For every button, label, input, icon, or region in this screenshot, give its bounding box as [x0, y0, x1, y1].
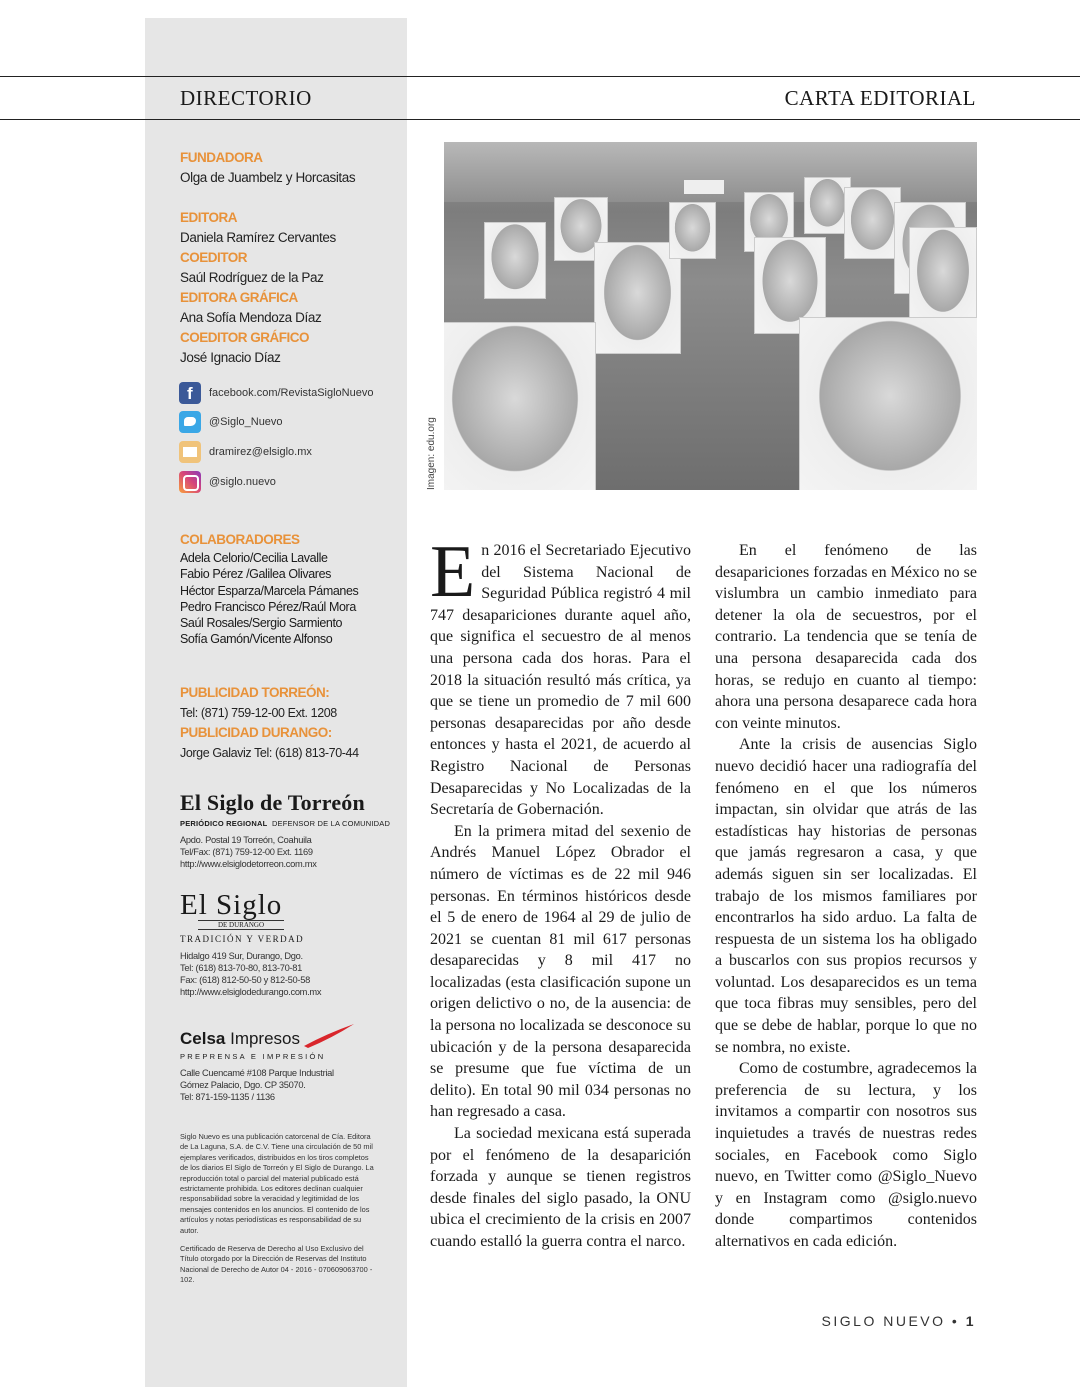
article-column-2 — [715, 540, 977, 1253]
section-title-directorio: DIRECTORIO — [180, 86, 312, 110]
directory-label: EDITORA GRÁFICA — [180, 290, 298, 305]
dropcap: E — [430, 531, 476, 613]
durango-logo-sub: DE DURANGO — [198, 920, 284, 930]
directory-value: Ana Sofía Mendoza Díaz — [180, 310, 322, 325]
celsa-phone: Tel: 871-159-1135 / 1136 — [180, 1092, 275, 1102]
directory-staff — [180, 208, 336, 368]
protest-photo — [444, 142, 977, 490]
celsa-swoosh-icon — [302, 1022, 356, 1048]
directory-label: COEDITOR — [180, 250, 248, 265]
instagram-icon — [179, 471, 201, 493]
collaborator-line: Sofía Gamón/Vicente Alfonso — [180, 632, 333, 647]
social-twitter[interactable] — [179, 411, 283, 433]
article-paragraph: En la primera mitad del sexenio de Andrés Manuel López Obrador el número de víctimas es de 22 mil 946 personas. En términos históricos desde el 5 de enero de 1964 al 29 de julio de 2021 se cuentan 81 mil 617 personas desaparecidas y 8 mil 417 no localizadas (esta clasificación supone un origen delictivo o no, de la ausencia: de la persona no localizada se desconoce su ubicación y de la persona desaparecida se presume que fue víctima de un delito). En total 90 mil 034 personas no han regresado a casa. — [430, 822, 691, 1121]
torreon-address-line: Apdo. Postal 19 Torreón, Coahuila — [180, 835, 312, 845]
article-column-1 — [430, 531, 691, 1253]
durango-block — [180, 890, 321, 998]
facebook-link[interactable]: facebook.com/RevistaSigloNuevo — [209, 387, 374, 399]
collaborator-line: Adela Celorio/Cecilia Lavalle — [180, 551, 328, 565]
collaborator-line: Fabio Pérez /Galilea Olivares — [180, 567, 331, 582]
page-footer — [822, 1313, 976, 1329]
directory-label: EDITORA — [180, 210, 238, 225]
legal-block — [180, 1132, 378, 1286]
torreon-website: http://www.elsiglodetorreon.com.mx — [180, 859, 317, 869]
social-email[interactable] — [179, 441, 312, 463]
twitter-icon — [179, 411, 201, 433]
directory-label: COEDITOR GRÁFICO — [180, 330, 310, 345]
directory-value: Olga de Juambelz y Horcasitas — [180, 170, 356, 185]
directory-value: Saúl Rodríguez de la Paz — [180, 270, 324, 285]
durango-tagline: TRADICIÓN Y VERDAD — [180, 934, 305, 944]
torreon-logo: El Siglo de Torreón — [180, 790, 365, 815]
collaborators — [180, 530, 358, 648]
durango-address-line: Hidalgo 419 Sur, Durango, Dgo. — [180, 951, 303, 961]
torreon-tagline: PERIÓDICO REGIONAL DEFENSOR DE LA COMUNIDAD — [180, 819, 391, 828]
collaborators-label: COLABORADORES — [180, 532, 300, 547]
advertising — [180, 683, 359, 763]
directory-fundadora — [180, 148, 355, 188]
torreon-address-line: Tel/Fax: (871) 759-12-00 Ext. 1169 — [180, 847, 313, 857]
durango-address-line: Fax: (618) 812-50-50 y 812-50-58 — [180, 975, 310, 985]
email-icon — [179, 441, 201, 463]
collaborator-line: Pedro Francisco Pérez/Raúl Mora — [180, 599, 356, 614]
twitter-link[interactable]: @Siglo_Nuevo — [209, 416, 283, 428]
legal-text: Siglo Nuevo es una publicación catorcenal de Cía. Editora de La Laguna, S.A. de C.V. Tiene una circulación de 50 mil ejemplares verificados, distribuidos en los tiros completos de los diarios El Siglo de Torreón y El Siglo de Durango. La reproducción total o parcial del material publicado está estrictamente prohibida. Los editores declinan cualquier responsabilidad sobre la veracidad y legitimidad de los mensajes contenidos en los anuncios. El contenido de los artículos y notas periodísticas es responsabilidad de su autor. — [180, 1132, 374, 1235]
collaborator-line: Saúl Rosales/Sergio Sarmiento — [180, 616, 343, 631]
celsa-logo: Celsa Impresos — [180, 1028, 334, 1050]
directory-value: José Ignacio Díaz — [180, 350, 281, 365]
social-facebook[interactable] — [179, 382, 373, 404]
advertising-value: Jorge Galaviz Tel: (618) 813-70-44 — [180, 746, 359, 760]
celsa-tagline: PREPRENSA E IMPRESIÓN — [180, 1052, 326, 1061]
email-link[interactable]: dramirez@elsiglo.mx — [209, 446, 312, 458]
magazine-name: SIGLO NUEVO — [821, 1313, 946, 1329]
advertising-label: PUBLICIDAD DURANGO: — [180, 725, 332, 740]
celsa-address-line: Gómez Palacio, Dgo. CP 35070. — [180, 1080, 306, 1090]
celsa-address-line: Calle Cuencamé #108 Parque Industrial — [180, 1068, 334, 1078]
directory-label: FUNDADORA — [180, 150, 263, 165]
advertising-label: PUBLICIDAD TORREÓN: — [180, 685, 330, 700]
durango-logo: El Siglo — [180, 889, 283, 921]
durango-address-line: Tel: (618) 813-70-80, 813-70-81 — [180, 963, 302, 973]
facebook-icon: f — [179, 382, 201, 404]
celsa-block — [180, 1028, 334, 1103]
article-paragraph: Ante la crisis de ausencias Siglo nuevo decidió hacer una radiografía del fenómeno en el que los números impactan, sin olvidar que atrás de las estadísticas hay historias de personas que jamás regresaron a casa, y que además siguen sin ser localizadas. El trabajo de los mismos familiares por encontrarlos ha sido arduo. La falta de respuesta de un sistema los ha obligado a buscarlos con sus propios recursos y voluntad. Los desaparecidos es un tema que toca fibras muy sensibles, pero del que se debe de hablar, porque lo que no se nombra, no existe. — [715, 736, 977, 1056]
header-rule-bottom — [0, 119, 1080, 120]
durango-website: http://www.elsiglodedurango.com.mx — [180, 987, 322, 997]
torreon-block — [180, 790, 390, 870]
page-number: 1 — [965, 1313, 976, 1329]
advertising-value: Tel: (871) 759-12-00 Ext. 1208 — [180, 706, 337, 720]
section-title-carta-editorial: CARTA EDITORIAL — [784, 86, 976, 110]
header-rule-top — [0, 76, 1080, 77]
collaborator-line: Héctor Esparza/Marcela Pámanes — [180, 583, 359, 598]
directory-value: Daniela Ramírez Cervantes — [180, 230, 336, 245]
instagram-link[interactable]: @siglo.nuevo — [209, 476, 276, 488]
article-paragraph: La sociedad mexicana está superada por el fenómeno de la desaparición forzada y aunque se tienen registros desde finales del siglo pasado, la ONU ubica el crecimiento de la crisis en 2007 cuando estalló la guerra contra el narco. — [430, 1125, 691, 1250]
social-instagram[interactable] — [179, 471, 276, 493]
footer-separator: • — [951, 1313, 960, 1329]
photo-credit: Imagen: edu.org — [426, 417, 437, 490]
article-paragraph: En el fenómeno de las desapariciones forzadas en México no se vislumbra un cambio inmediato para detener la ola de secuestros, por el contrario. La tendencia que se tenía de una persona desaparecida cada dos horas, se redujo en cuanto al tiempo: ahora una persona desaparece cada hora con veinte minutos. — [715, 542, 977, 732]
legal-certificate: Certificado de Reserva de Derecho al Uso Exclusivo del Título otorgado por la Dirección de Reservas del Instituto Nacional de Derecho de Autor 04 - 2016 - 070609063700 - 102. — [180, 1244, 373, 1285]
article-paragraph: Como de costumbre, agradecemos la preferencia de su lectura, y los invitamos a compartir con nosotros sus inquietudes a través de nuestras redes sociales, en Facebook como Siglo nuevo, en Twitter como @Siglo_Nuevo y en Instagram como @siglo.nuevo donde compartimos contenidos alternativos en cada edición. — [715, 1060, 977, 1250]
article-paragraph: En 2016 el Secretariado Ejecutivo del Sistema Nacional de Seguridad Pública registró 4 mil 747 desapariciones durante aquel año, que significa el secuestro de al menos una persona cada dos horas. Para el 2018 la situación resultó más crítica, ya que se tiene un promedio de 7 mil 600 personas desaparecidas por año desde entonces y hasta el 2021, de acuerdo al Registro Nacional de Personas Desaparecidas y No Localizadas de la Secretaría de Gobernación. — [430, 531, 691, 819]
